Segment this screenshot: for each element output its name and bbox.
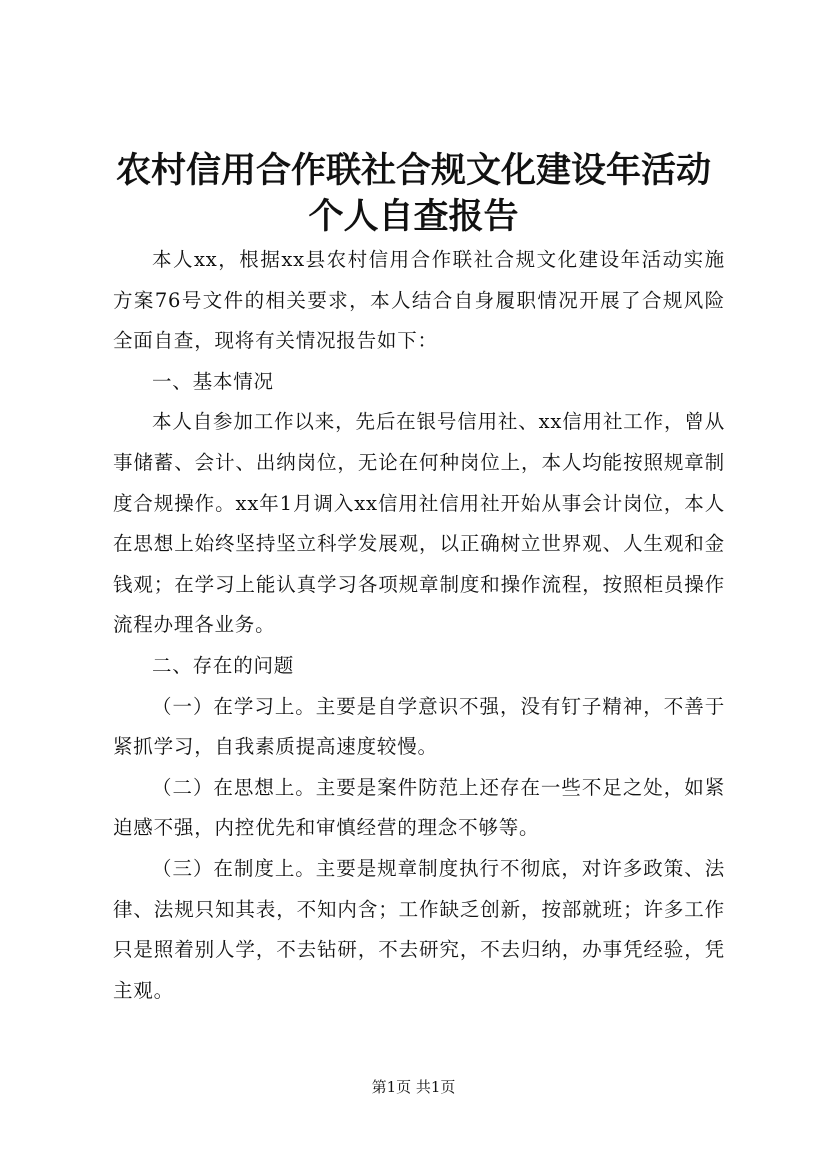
problem-item-system: （三）在制度上。主要是规章制度执行不彻底，对许多政策、法律、法规只知其表，不知内含；工作缺乏创新，按部就班；许多工作只是照着别人学，不去钻研，不去研究，不去归纳，办事凭经验，凭主观。 (113, 856, 725, 1002)
section-heading-basic: 一、基本情况 (152, 369, 274, 393)
basic-situation-paragraph: 本人自参加工作以来，先后在银号信用社、xx信用社工作，曾从事储蓄、会计、出纳岗位，无论在何种岗位上，本人均能按照规章制度合规操作。xx年1月调入xx信用社信用社开始从事会计岗位，本人在思想上始终坚持坚立科学发展观，以正确树立世界观、人生观和金钱观；在学习上能认真学习各项规章制度和操作流程，按照柜员操作流程办理各业务。 (113, 410, 725, 637)
document-body (113, 240, 725, 1011)
document-title: 农村信用合作联社合规文化建设年活动个人自查报告 (115, 150, 711, 237)
page-number-footer: 第1页 共1页 (371, 1078, 456, 1096)
problem-item-study: （一）在学习上。主要是自学意识不强，没有钉子精神，不善于紧抓学习，自我素质提高速度较慢。 (113, 694, 725, 759)
section-heading-problems: 二、存在的问题 (152, 653, 295, 677)
problem-item-thinking: （二）在思想上。主要是案件防范上还存在一些不足之处，如紧迫感不强，内控优先和审慎经营的理念不够等。 (113, 775, 725, 840)
intro-paragraph: 本人xx，根据xx县农村信用合作联社合规文化建设年活动实施方案76号文件的相关要求，本人结合自身履职情况开展了合规风险全面自查，现将有关情况报告如下： (113, 248, 725, 353)
